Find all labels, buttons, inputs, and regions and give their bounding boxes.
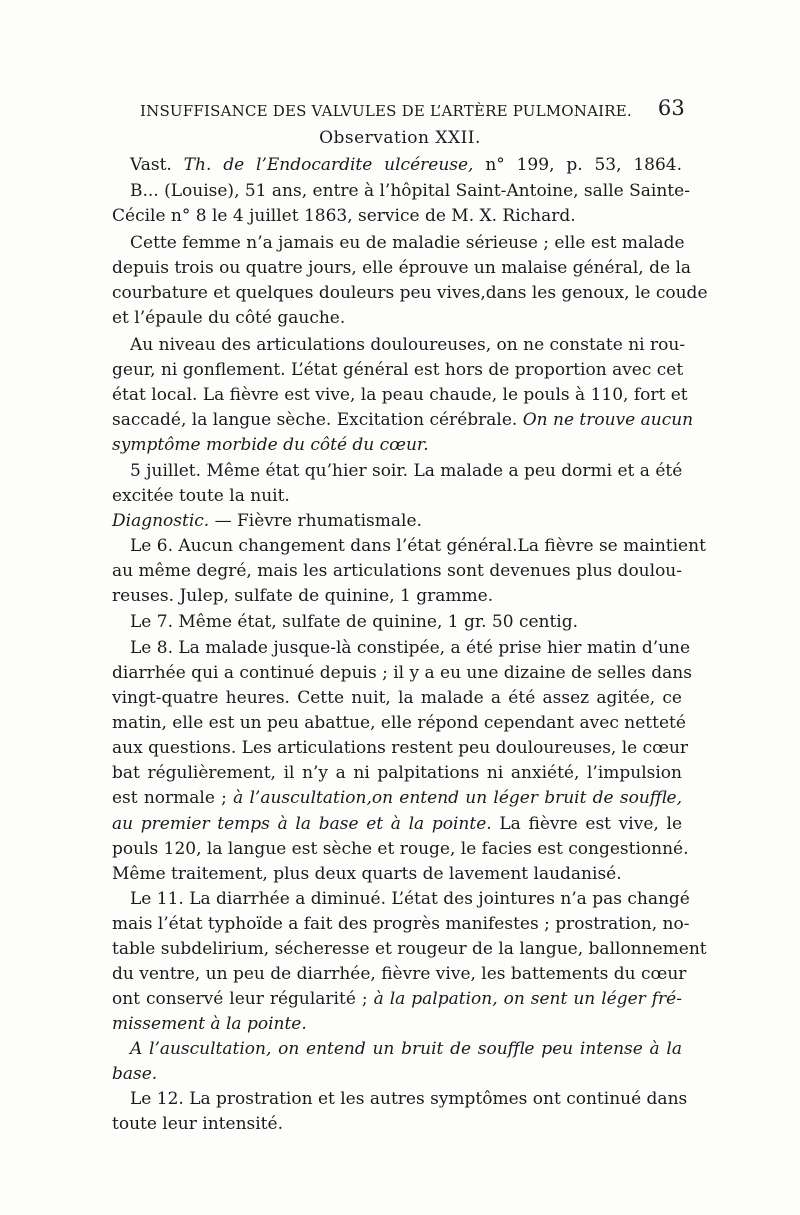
text-segment: — Fièvre rhumatismale.	[209, 511, 422, 531]
text-line	[130, 460, 682, 482]
text-segment: est normale ;	[112, 788, 234, 808]
text-line	[112, 1063, 682, 1085]
text-line	[112, 434, 682, 456]
text-line	[112, 1113, 682, 1135]
text-line	[112, 307, 682, 329]
text-segment: au même degré, mais les articulations sont devenues plus doulou-	[112, 561, 682, 581]
text-line	[112, 913, 690, 935]
text-line	[130, 888, 690, 910]
text-line	[130, 232, 685, 254]
italic-text: Diagnostic.	[112, 511, 210, 531]
italic-text: symptôme morbide du côté du cœur.	[112, 435, 429, 455]
running-title: INSUFFISANCE DES VALVULES DE L’ARTÈRE PULMONAIRE.	[140, 102, 632, 120]
text-line	[130, 180, 690, 202]
text-segment: toute leur intensité.	[112, 1114, 283, 1134]
observation-title: Observation XXII.	[319, 128, 481, 148]
text-line	[112, 485, 682, 507]
text-line	[112, 787, 682, 809]
text-segment: Le 11. La diarrhée a diminué. L’état des jointures n’a pas changé	[130, 889, 690, 909]
text-line	[112, 838, 689, 860]
text-line	[130, 1088, 688, 1110]
italic-text: missement à la pointe.	[112, 1014, 307, 1034]
text-line	[112, 384, 688, 406]
text-line	[112, 762, 682, 784]
text-line	[112, 1013, 682, 1035]
text-segment: vingt-quatre heures. Cette nuit, la malade a été assez agitée, ce	[112, 688, 682, 708]
text-segment: Cette femme n’a jamais eu de maladie sérieuse ; elle est malade	[130, 233, 685, 253]
text-segment: Le 6. Aucun changement dans l’état général.La fièvre se maintient	[130, 536, 706, 556]
text-line	[130, 637, 691, 659]
text-line	[112, 712, 686, 734]
text-segment: Au niveau des articulations douloureuses, on ne constate ni rou-	[130, 335, 686, 355]
italic-text: au premier temps à la base et à la pointe.	[112, 814, 492, 834]
text-line	[112, 687, 682, 709]
text-segment: ont conservé leur régularité ;	[112, 989, 374, 1009]
text-segment: du ventre, un peu de diarrhée, fièvre vive, les battements du cœur	[112, 964, 687, 984]
italic-text: base.	[112, 1064, 158, 1084]
text-segment: Même traitement, plus deux quarts de lavement laudanisé.	[112, 864, 622, 884]
text-segment: Cécile n° 8 le 4 juillet 1863, service de M. X. Richard.	[112, 206, 576, 226]
text-segment: B... (Louise), 51 ans, entre à l’hôpital Saint-Antoine, salle Sainte-	[130, 181, 690, 201]
text-line	[130, 611, 700, 633]
text-segment: pouls 120, la langue est sèche et rouge, le facies est congestionné.	[112, 839, 689, 859]
text-segment: depuis trois ou quatre jours, elle éprouve un malaise général, de la	[112, 258, 692, 278]
text-segment: état local. La fièvre est vive, la peau chaude, le pouls à 110, fort et	[112, 385, 688, 405]
text-segment: Le 7. Même état, sulfate de quinine, 1 gr. 50 centig.	[130, 612, 579, 632]
text-line	[112, 510, 682, 532]
text-segment: reuses. Julep, sulfate de quinine, 1 gramme.	[112, 586, 494, 606]
text-segment: aux questions. Les articulations restent peu douloureuses, le cœur	[112, 738, 689, 758]
text-line	[130, 154, 682, 176]
italic-text: On ne trouve aucun	[522, 410, 694, 430]
italic-text: Th. de l’Endocardite ulcéreuse,	[183, 155, 474, 175]
text-segment: excitée toute la nuit.	[112, 486, 290, 506]
text-segment: n° 199, p. 53, 1864.	[473, 155, 683, 175]
text-segment: 5 juillet. Même état qu’hier soir. La malade a peu dormi et a été	[130, 461, 683, 481]
text-segment: geur, ni gonflement. L’état général est hors de proportion avec cet	[112, 360, 684, 380]
text-line	[112, 257, 692, 279]
text-line	[112, 813, 682, 835]
text-segment: Le 12. La prostration et les autres symptômes ont continué dans	[130, 1089, 688, 1109]
text-line	[112, 938, 707, 960]
text-segment: saccadé, la langue sèche. Excitation cérébrale.	[112, 410, 523, 430]
text-line	[112, 585, 682, 607]
text-line	[130, 535, 706, 557]
text-line	[112, 863, 682, 885]
text-segment: diarrhée qui a continué depuis ; il y a eu une dizaine de selles dans	[112, 663, 692, 683]
text-line	[112, 409, 694, 431]
text-line	[112, 205, 682, 227]
text-segment: matin, elle est un peu abattue, elle répond cependant avec netteté	[112, 713, 686, 733]
running-header	[140, 98, 685, 126]
text-line	[112, 963, 687, 985]
text-line	[112, 662, 692, 684]
text-line	[112, 359, 682, 381]
page-number: 63	[657, 96, 685, 120]
text-segment: La fièvre est vive, le	[491, 814, 683, 834]
text-segment: Le 8. La malade jusque-là constipée, a été prise hier matin d’une	[130, 638, 691, 658]
text-line	[112, 737, 689, 759]
text-line	[112, 282, 708, 304]
italic-text: à l’auscultation,on entend un léger bruit de souffle,	[233, 788, 682, 808]
text-line	[130, 334, 686, 356]
text-segment: Vast.	[130, 155, 184, 175]
text-segment: et l’épaule du côté gauche.	[112, 308, 346, 328]
text-segment: table subdelirium, sécheresse et rougeur de la langue, ballonnement	[112, 939, 707, 959]
text-segment: bat régulièrement, il n’y a ni palpitations ni anxiété, l’impulsion	[112, 763, 682, 783]
italic-text: à la palpation, on sent un léger fré-	[373, 989, 682, 1009]
text-segment: courbature et quelques douleurs peu vives,dans les genoux, le coude	[112, 283, 708, 303]
text-line	[112, 988, 682, 1010]
italic-text: A l’auscultation, on entend un bruit de souffle peu intense à la	[130, 1039, 682, 1059]
text-line	[130, 1038, 682, 1060]
text-line	[112, 560, 682, 582]
text-segment: mais l’état typhoïde a fait des progrès manifestes ; prostration, no-	[112, 914, 690, 934]
